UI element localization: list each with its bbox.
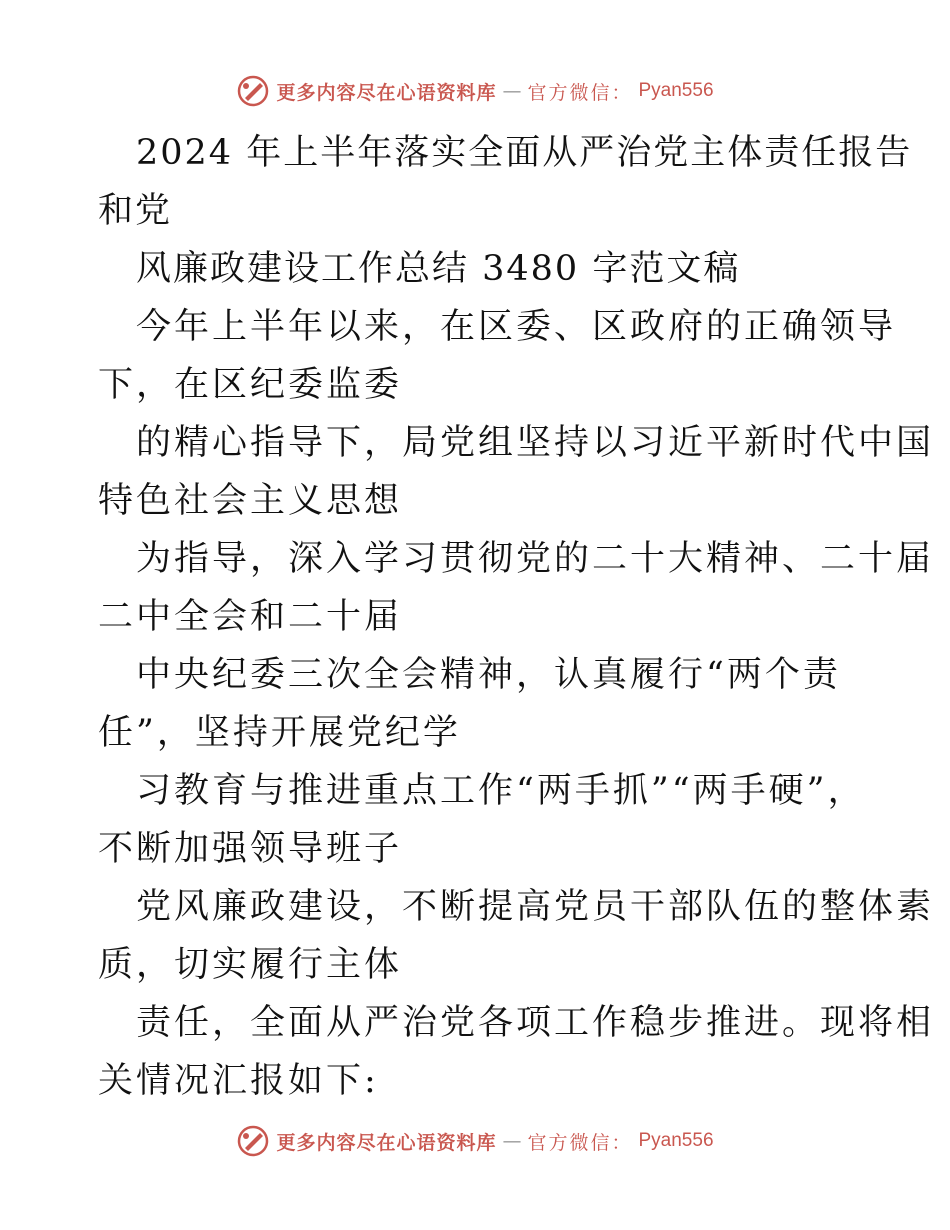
watermark-wechat-label: 官方微信： — [527, 81, 633, 104]
text-line: 中央纪委三次全会精神，认真履行“两个责 — [136, 655, 841, 695]
text-line: 关情况汇报如下: — [98, 1061, 379, 1101]
text-line: 为指导，深入学习贯彻党的二十大精神、二十届 — [136, 539, 935, 579]
text-line: 责任，全面从严治党各项工作稳步推进。现将相 — [136, 1003, 935, 1043]
text-line: 今年上半年以来，在区委、区政府的正确领导 — [136, 307, 897, 347]
subtitle-paragraph — [98, 240, 858, 298]
text-line: 特色社会主义思想 — [98, 481, 403, 521]
title-line-1: 2024 年上半年落实全面从严治党主体责任报告 — [136, 133, 913, 173]
body-paragraph — [98, 878, 935, 994]
text-line: 党风廉政建设，不断提高党员干部队伍的整体素 — [136, 887, 935, 927]
watermark-wechat-id: Pyan556 — [638, 1130, 714, 1151]
body-paragraph — [98, 414, 935, 530]
watermark-site-name: 更多内容尽在心语资料库 — [276, 81, 497, 104]
subtitle-line: 风廉政建设工作总结 3480 字范文稿 — [136, 249, 741, 289]
watermark-wechat-label: 官方微信： — [527, 1131, 633, 1154]
title-paragraph — [98, 124, 913, 240]
text-line: 习教育与推进重点工作“两手抓”“两手硬”， — [136, 771, 866, 811]
watermark-dash: — — [502, 1130, 522, 1152]
footer-watermark — [0, 1124, 950, 1158]
header-watermark — [0, 74, 950, 108]
watermark-site-name: 更多内容尽在心语资料库 — [276, 1131, 497, 1154]
brand-logo-icon — [236, 74, 270, 108]
text-line: 的精心指导下，局党组坚持以习近平新时代中国 — [136, 423, 935, 463]
watermark-dash: — — [502, 80, 522, 102]
body-paragraph — [98, 646, 858, 762]
text-line: 不断加强领导班子 — [98, 829, 403, 869]
title-line-2: 和党 — [98, 191, 173, 231]
body-paragraph — [98, 298, 897, 414]
text-line: 下，在区纪委监委 — [98, 365, 403, 405]
body-paragraph — [98, 530, 935, 646]
text-line: 任”，坚持开展党纪学 — [98, 713, 461, 753]
watermark-wechat-id: Pyan556 — [638, 80, 714, 101]
document-body — [98, 124, 935, 1110]
body-paragraph — [98, 994, 935, 1110]
body-paragraph — [98, 762, 866, 878]
brand-logo-icon — [236, 1124, 270, 1158]
text-line: 质，切实履行主体 — [98, 945, 403, 985]
text-line: 二中全会和二十届 — [98, 597, 403, 637]
